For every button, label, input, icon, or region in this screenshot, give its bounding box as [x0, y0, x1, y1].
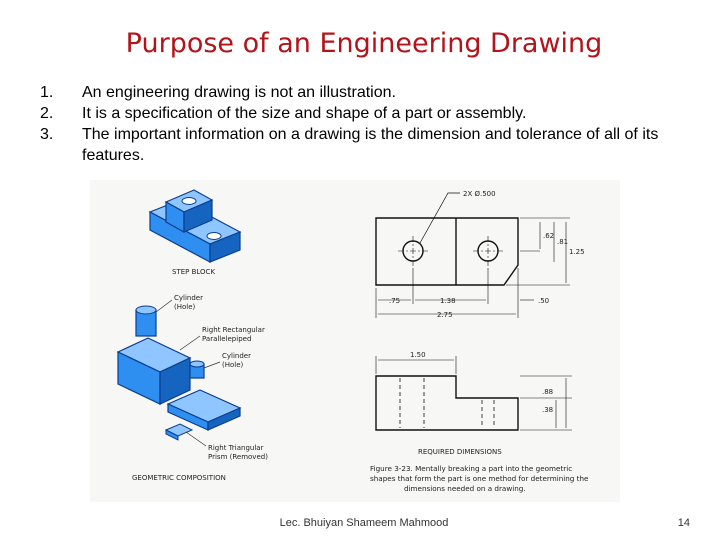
page-number: 14	[677, 517, 690, 529]
dim-125: 1.25	[569, 248, 585, 256]
callout-cylinder-hole-2-sub: (Hole)	[222, 361, 244, 369]
callout-parallelepiped: Parallelepiped	[202, 335, 252, 343]
item-number: 1.	[40, 84, 54, 101]
figure-caption-line-3: dimensions needed on a drawing.	[404, 484, 526, 493]
geometric-composition-label: GEOMETRIC COMPOSITION	[132, 474, 226, 482]
callout-right-triangular: Right Triangular	[208, 444, 264, 452]
dim-038: .38	[542, 406, 554, 414]
callout-cylinder-hole: Cylinder	[174, 294, 203, 302]
item-text: The important information on a drawing is the dimension and tolerance of all of its features.	[82, 126, 659, 164]
dim-050: .50	[538, 297, 550, 305]
dim-088: .88	[542, 388, 554, 396]
dim-081: .81	[557, 238, 569, 246]
callout-right-rectangular: Right Rectangular	[202, 326, 265, 334]
required-dimensions-label: REQUIRED DIMENSIONS	[418, 448, 502, 456]
slide-title: Purpose of an Engineering Drawing	[125, 28, 603, 59]
item-text: An engineering drawing is not an illustration.	[82, 84, 396, 101]
callout-cylinder-hole-sub: (Hole)	[174, 303, 196, 311]
dim-138: 1.38	[440, 297, 456, 305]
item-text: It is a specification of the size and shape of a part or assembly.	[82, 105, 527, 122]
callout-cylinder-hole-2: Cylinder	[222, 352, 251, 360]
step-block-label: STEP BLOCK	[172, 268, 216, 276]
figure-caption-line-1: Figure 3-23. Mentally breaking a part into the geometric	[370, 464, 573, 473]
dim-075: .75	[389, 297, 401, 305]
dim-062: .62	[543, 232, 555, 240]
dim-hole-diameter: 2X Ø.500	[463, 190, 496, 198]
item-number: 3.	[40, 126, 54, 143]
dim-150: 1.50	[410, 351, 426, 359]
figure-caption-line-2: shapes that form the part is one method for determining the	[370, 474, 589, 483]
item-number: 2.	[40, 105, 54, 122]
callout-prism-removed: Prism (Removed)	[208, 453, 268, 461]
footer-author: Lec. Bhuiyan Shameem Mahmood	[279, 517, 449, 529]
dim-275: 2.75	[437, 311, 453, 319]
